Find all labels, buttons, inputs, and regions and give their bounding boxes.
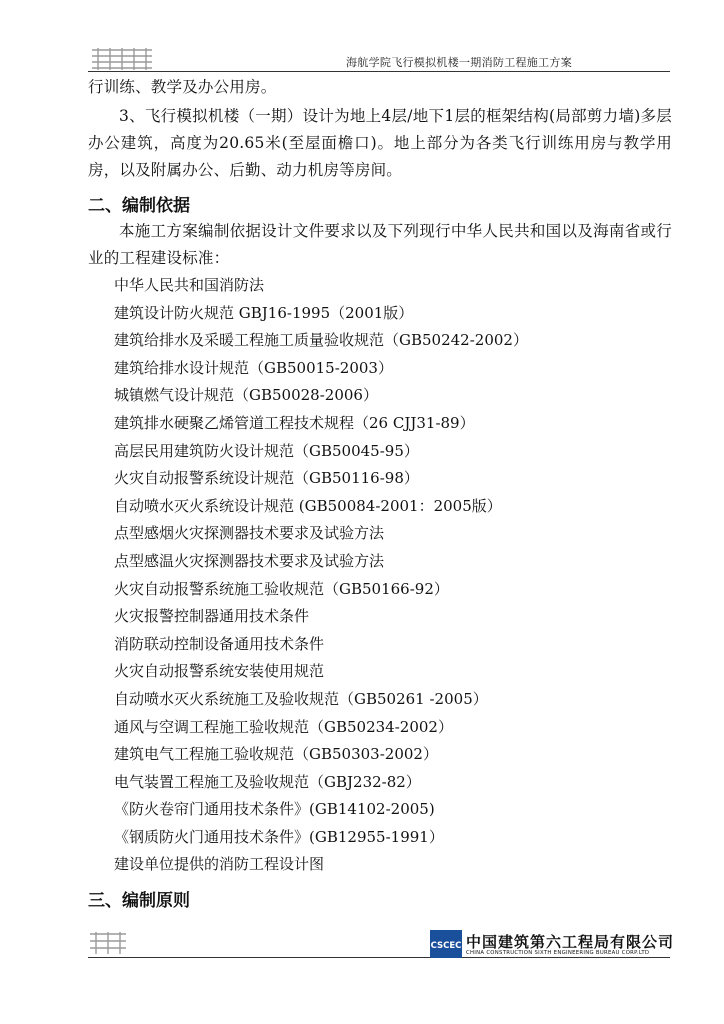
- list-item: 点型感温火灾探测器技术要求及试验方法: [114, 551, 385, 570]
- section-intro-paragraph: 本施工方案编制依据设计文件要求以及下列现行中华人民共和国以及海南省或行业的工程建设标准：: [88, 222, 672, 267]
- list-item: 自动喷水灭火系统施工及验收规范（GB50261 -2005）: [114, 689, 488, 708]
- list-item: 《防火卷帘门通用技术条件》(GB14102-2005): [114, 800, 435, 819]
- list-item: 建设单位提供的消防工程设计图: [114, 855, 325, 874]
- section-heading-principles: 三、编制原则: [88, 891, 190, 912]
- cscec-logo-icon: [430, 930, 462, 958]
- list-item: 建筑给排水设计规范（GB50015-2003）: [114, 358, 393, 377]
- list-item: 消防联动控制设备通用技术条件: [114, 634, 325, 653]
- continuation-paragraph: 行训练、教学及办公用房。: [88, 78, 277, 96]
- standards-list: [88, 272, 672, 879]
- header-title: 海航学院飞行模拟机楼一期消防工程施工方案: [346, 56, 572, 69]
- list-item: 建筑给排水及采暖工程施工质量验收规范（GB50242-2002）: [114, 331, 528, 350]
- footer-logo-icon: [88, 930, 128, 956]
- document-body: [88, 74, 672, 913]
- company-brand: [430, 930, 675, 960]
- list-item: 建筑设计防火规范 GBJ16-1995（2001版）: [114, 303, 414, 322]
- list-item: 点型感烟火灾探测器技术要求及试验方法: [114, 524, 385, 543]
- list-item: 火灾自动报警系统设计规范（GB50116-98）: [114, 469, 419, 488]
- list-item: 《钢质防火门通用技术条件》(GB12955-1991）: [114, 827, 444, 846]
- list-item: 自动喷水灭火系统设计规范 (GB50084-2001：2005版）: [114, 496, 502, 515]
- list-item: 火灾自动报警系统施工验收规范（GB50166-92）: [114, 579, 449, 598]
- list-item: 高层民用建筑防火设计规范（GB50045-95）: [114, 441, 419, 460]
- company-name-cn: 中国建筑第六工程局有限公司: [466, 933, 675, 951]
- list-item: 通风与空调工程施工验收规范（GB50234-2002）: [114, 717, 453, 736]
- list-item: 火灾报警控制器通用技术条件: [114, 607, 310, 626]
- list-item: 城镇燃气设计规范（GB50028-2006）: [114, 386, 378, 405]
- header-logo-icon: [88, 46, 158, 72]
- svg-text:CSCEC: CSCEC: [430, 941, 462, 951]
- list-item: 中华人民共和国消防法: [114, 276, 265, 294]
- list-item: 建筑电气工程施工验收规范（GB50303-2002）: [114, 745, 438, 764]
- project-description-paragraph: 3、飞行模拟机楼（一期）设计为地上4层/地下1层的框架结构(局部剪力墙)多层办公建筑，高度为20.65米(至屋面檐口)。地上部分为各类飞行训练用房与教学用房，以及附属办公、后勤、动力机房等房间。: [88, 107, 672, 179]
- company-name-en: CHINA CONSTRUCTION SIXTH ENGINEERING BUREAU CORP.LTD: [466, 950, 650, 956]
- list-item: 电气装置工程施工及验收规范（GBJ232-82）: [114, 772, 421, 791]
- list-item: 火灾自动报警系统安装使用规范: [114, 662, 325, 681]
- section-heading-basis: 二、编制依据: [88, 196, 190, 216]
- list-item: 建筑排水硬聚乙烯管道工程技术规程（26 CJJ31-89）: [114, 413, 475, 432]
- header-divider: [88, 71, 670, 72]
